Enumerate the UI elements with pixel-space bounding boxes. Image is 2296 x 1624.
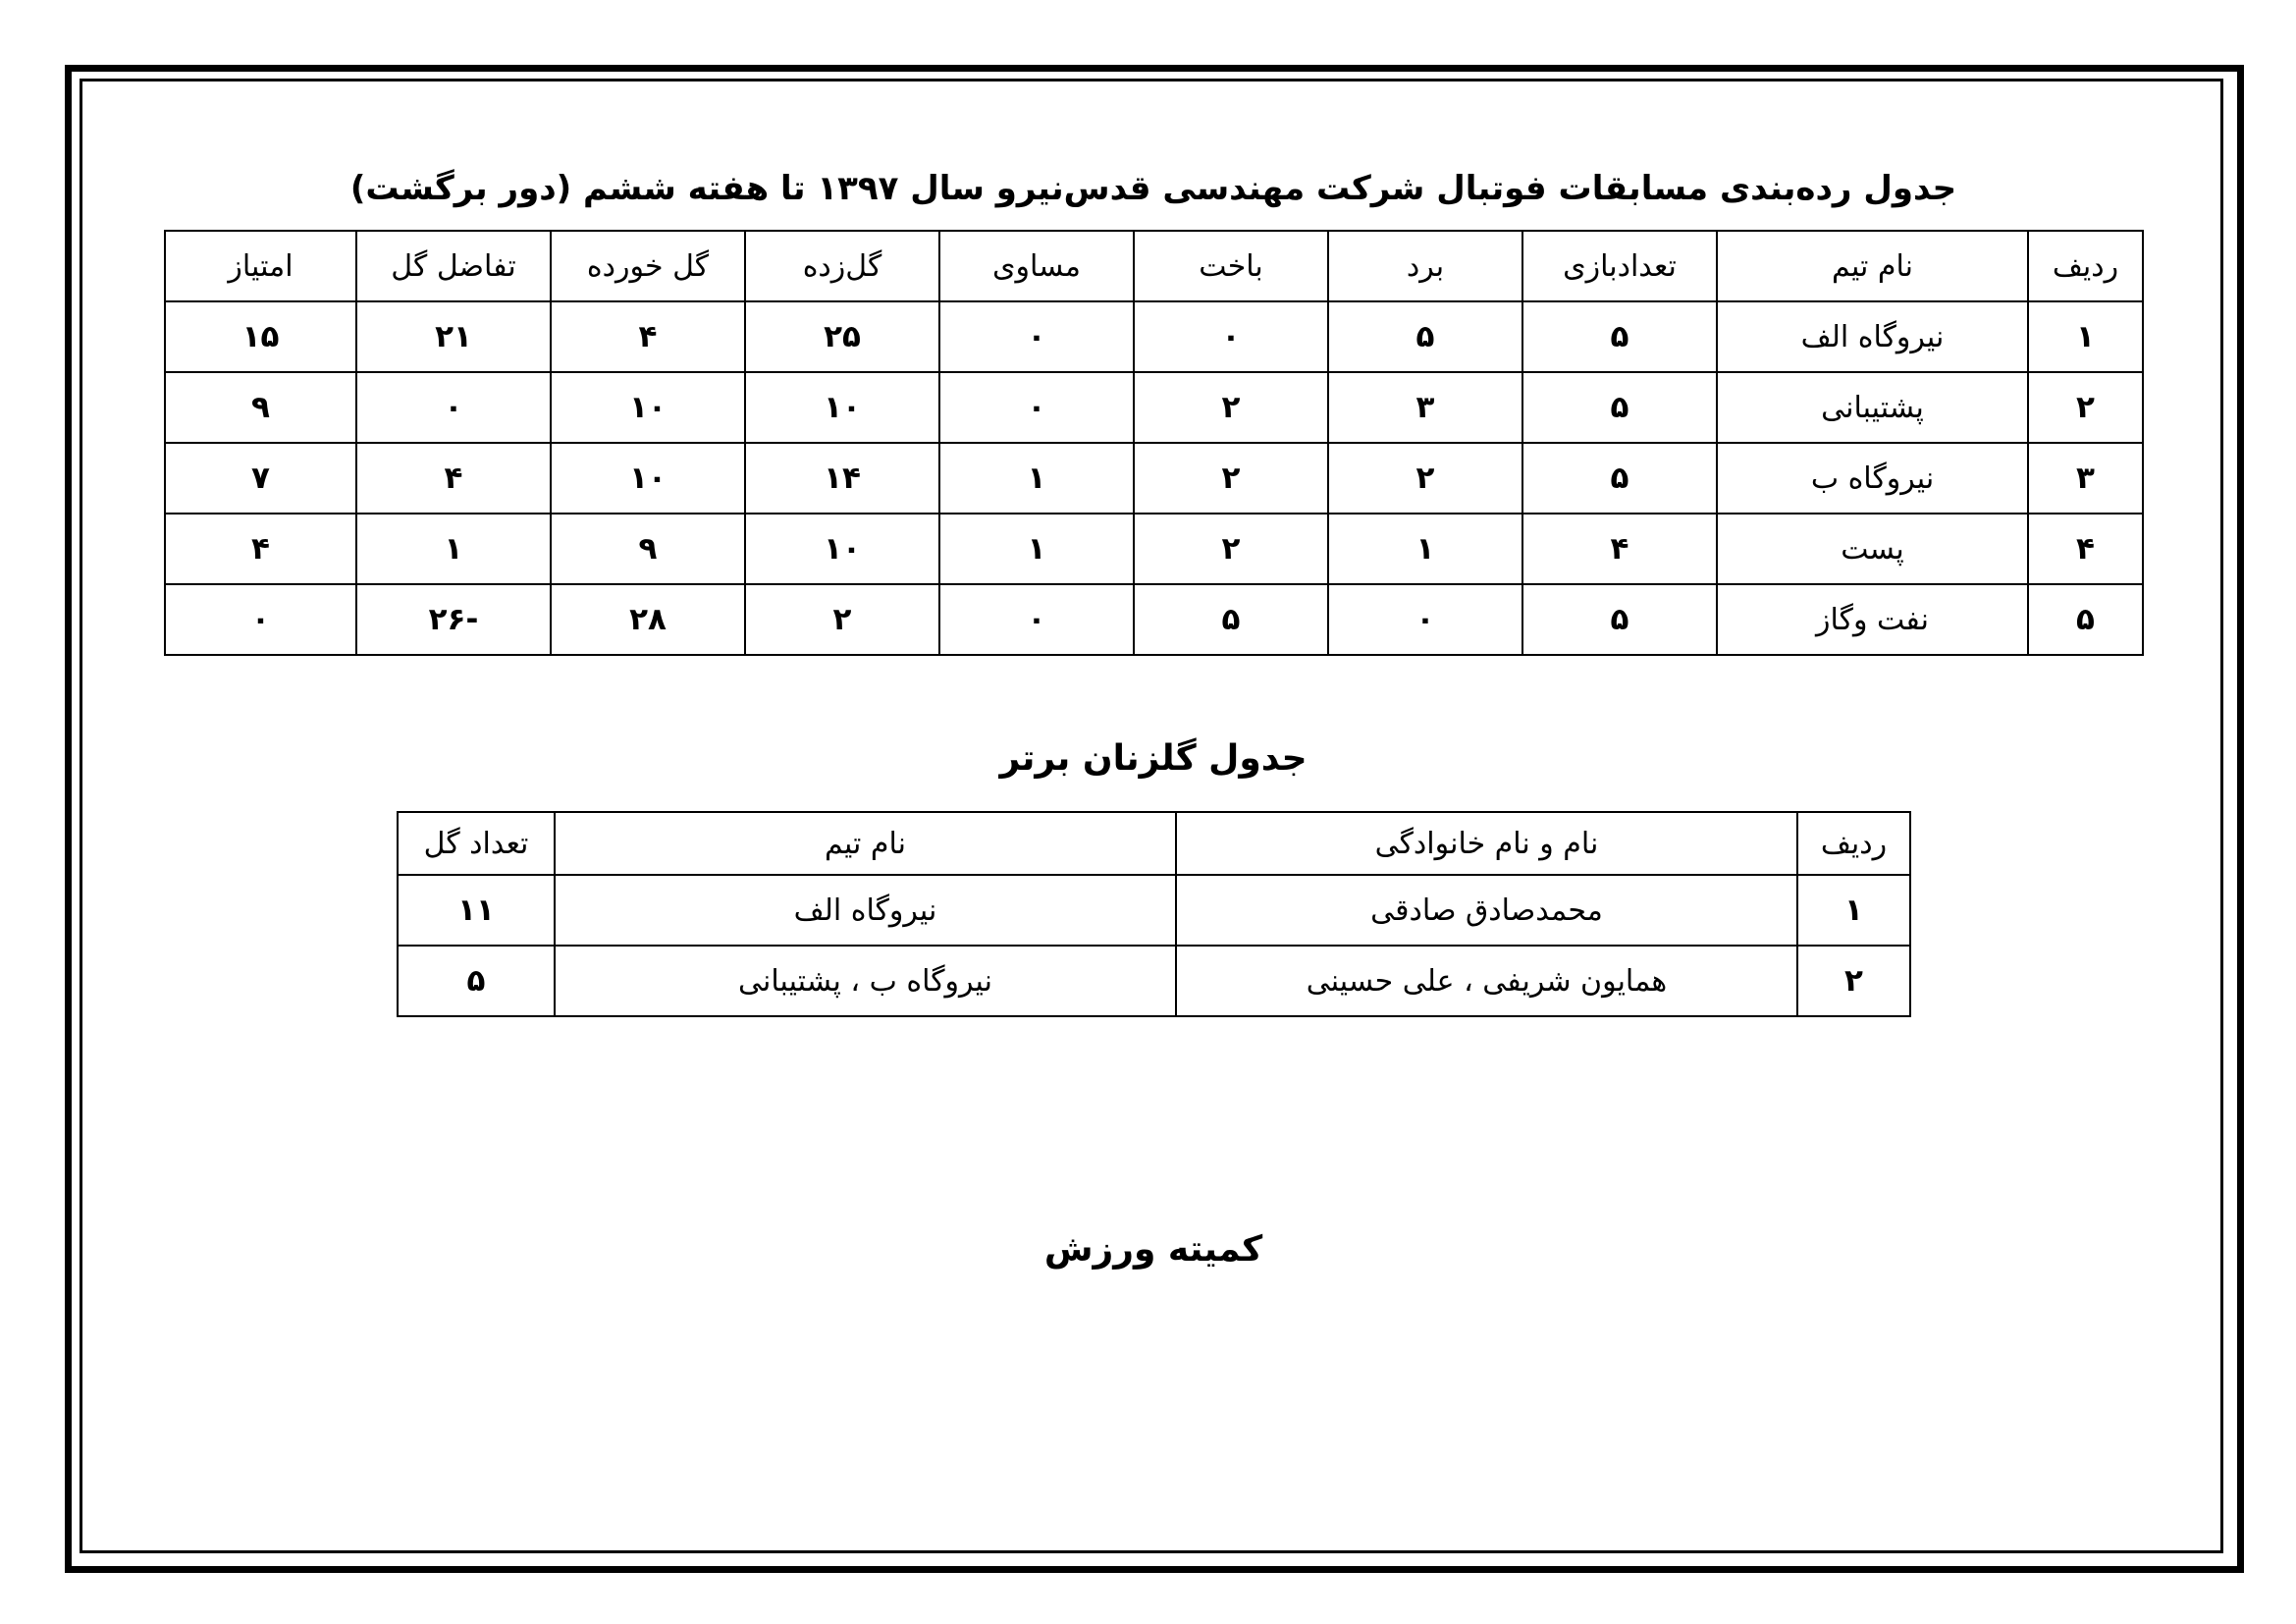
cell-rank: ۱ <box>1797 875 1910 946</box>
cell-goals-against: ۱۰ <box>551 443 745 514</box>
header-played: تعدادبازی <box>1522 231 1717 301</box>
cell-points: ۱۵ <box>165 301 356 372</box>
cell-rank: ۲ <box>2028 372 2143 443</box>
standings-table <box>164 230 2144 656</box>
cell-goal-count: ۱۱ <box>398 875 555 946</box>
cell-goals-against: ۱۰ <box>551 372 745 443</box>
cell-won: ۲ <box>1328 443 1522 514</box>
header-team: نام تیم <box>1717 231 2028 301</box>
cell-goal-difference: ۱ <box>356 514 551 584</box>
cell-played: ۵ <box>1522 301 1717 372</box>
cell-rank: ۳ <box>2028 443 2143 514</box>
cell-team: نفت وگاز <box>1717 584 2028 655</box>
standings-title: جدول رده‌بندی مسابقات فوتبال شرکت مهندسی قدس‌نیرو سال ۱۳۹۷ تا هفته ششم (دور برگشت) <box>349 169 1957 208</box>
cell-goal-difference: -۲۶ <box>356 584 551 655</box>
cell-goal-difference: ۲۱ <box>356 301 551 372</box>
cell-team: نیروگاه الف <box>1717 301 2028 372</box>
cell-lost: ۲ <box>1134 443 1328 514</box>
cell-team: نیروگاه ب ، پشتیبانی <box>555 946 1176 1016</box>
cell-goals-against: ۴ <box>551 301 745 372</box>
cell-goals-for: ۱۰ <box>745 372 939 443</box>
cell-rank: ۵ <box>2028 584 2143 655</box>
cell-lost: ۲ <box>1134 514 1328 584</box>
table-row <box>165 443 2143 514</box>
table-row <box>165 372 2143 443</box>
cell-played: ۴ <box>1522 514 1717 584</box>
cell-played: ۵ <box>1522 443 1717 514</box>
scorers-header-row <box>398 812 1910 875</box>
standings-header-row <box>165 231 2143 301</box>
cell-goal-difference: ۴ <box>356 443 551 514</box>
header-goal-count: تعداد گل <box>398 812 555 875</box>
header-won: برد <box>1328 231 1522 301</box>
cell-won: ۵ <box>1328 301 1522 372</box>
cell-team: نیروگاه ب <box>1717 443 2028 514</box>
cell-team: پست <box>1717 514 2028 584</box>
cell-team: پشتیبانی <box>1717 372 2028 443</box>
cell-drawn: ۱ <box>939 443 1134 514</box>
cell-goals-for: ۲۵ <box>745 301 939 372</box>
signature-committee: کمیته ورزش <box>1043 1229 1263 1270</box>
header-goals-for: گل‌زده <box>745 231 939 301</box>
cell-won: ۳ <box>1328 372 1522 443</box>
header-lost: باخت <box>1134 231 1328 301</box>
cell-goals-for: ۲ <box>745 584 939 655</box>
cell-goals-for: ۱۰ <box>745 514 939 584</box>
header-rank: ردیف <box>2028 231 2143 301</box>
cell-drawn: ۰ <box>939 584 1134 655</box>
cell-goals-against: ۹ <box>551 514 745 584</box>
cell-drawn: ۰ <box>939 301 1134 372</box>
cell-goal-difference: ۰ <box>356 372 551 443</box>
cell-team: نیروگاه الف <box>555 875 1176 946</box>
table-row <box>165 514 2143 584</box>
cell-won: ۱ <box>1328 514 1522 584</box>
cell-lost: ۲ <box>1134 372 1328 443</box>
cell-lost: ۰ <box>1134 301 1328 372</box>
cell-player-name: محمدصادق صادقی <box>1176 875 1797 946</box>
cell-rank: ۲ <box>1797 946 1910 1016</box>
table-row <box>398 946 1910 1016</box>
cell-drawn: ۱ <box>939 514 1134 584</box>
header-team: نام تیم <box>555 812 1176 875</box>
header-goals-against: گل خورده <box>551 231 745 301</box>
header-drawn: مساوی <box>939 231 1134 301</box>
cell-goal-count: ۵ <box>398 946 555 1016</box>
cell-points: ۴ <box>165 514 356 584</box>
cell-goals-against: ۲۸ <box>551 584 745 655</box>
header-player-name: نام و نام خانوادگی <box>1176 812 1797 875</box>
scorers-table <box>397 811 1911 1017</box>
header-goal-difference: تفاضل گل <box>356 231 551 301</box>
cell-goals-for: ۱۴ <box>745 443 939 514</box>
cell-rank: ۴ <box>2028 514 2143 584</box>
cell-player-name: همایون شریفی ، علی حسینی <box>1176 946 1797 1016</box>
cell-points: ۷ <box>165 443 356 514</box>
cell-played: ۵ <box>1522 584 1717 655</box>
cell-points: ۹ <box>165 372 356 443</box>
scorers-title: جدول گلزنان برتر <box>999 738 1308 779</box>
table-row <box>165 584 2143 655</box>
cell-rank: ۱ <box>2028 301 2143 372</box>
header-rank: ردیف <box>1797 812 1910 875</box>
cell-points: ۰ <box>165 584 356 655</box>
header-points: امتیاز <box>165 231 356 301</box>
table-row <box>398 875 1910 946</box>
table-row <box>165 301 2143 372</box>
cell-played: ۵ <box>1522 372 1717 443</box>
cell-lost: ۵ <box>1134 584 1328 655</box>
cell-won: ۰ <box>1328 584 1522 655</box>
cell-drawn: ۰ <box>939 372 1134 443</box>
